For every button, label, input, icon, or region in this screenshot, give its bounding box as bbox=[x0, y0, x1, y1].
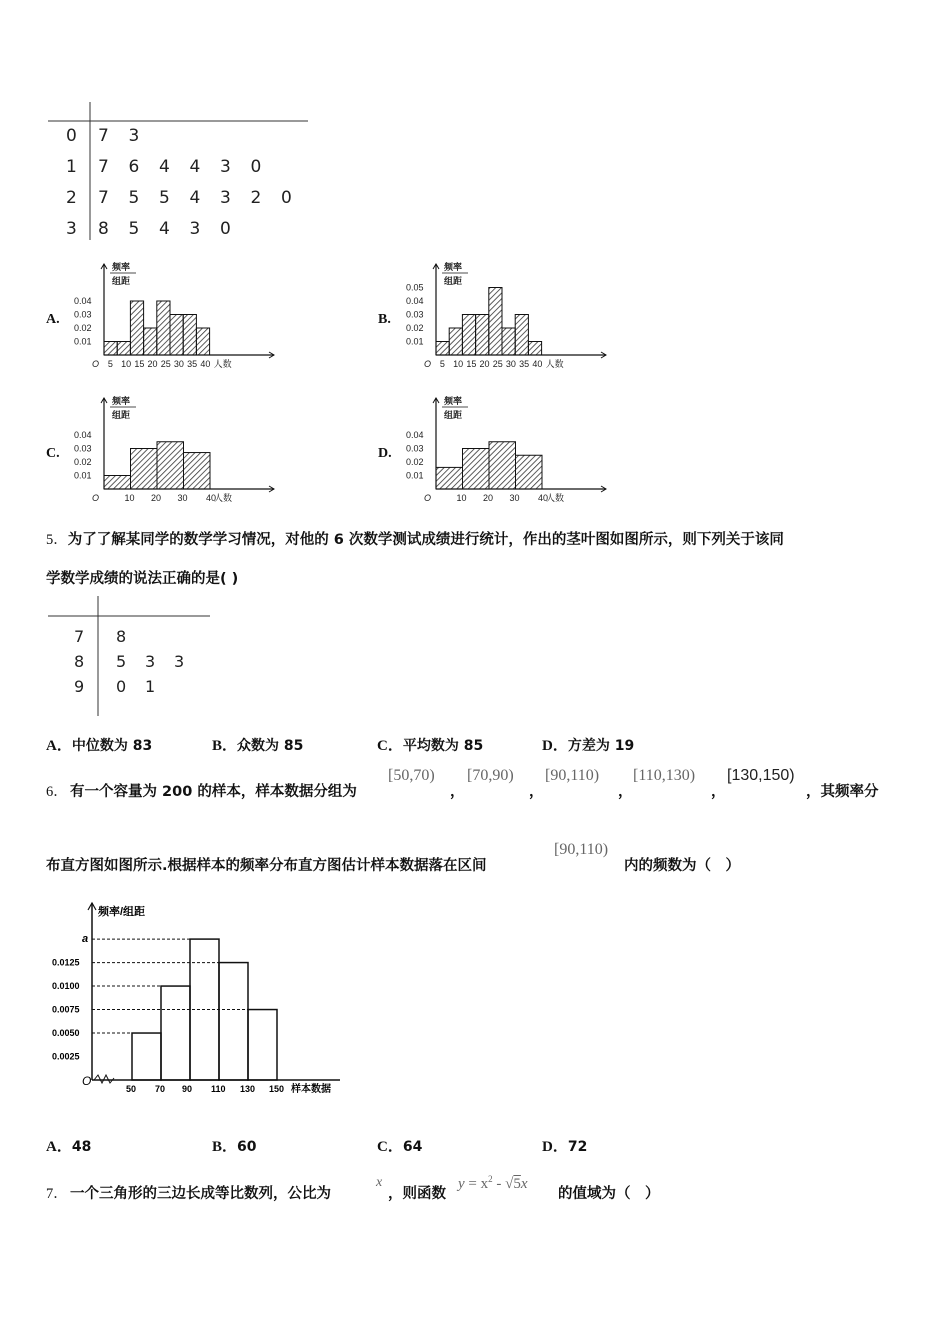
x-tick-label: 5 bbox=[107, 359, 113, 369]
q5-option-b[interactable] bbox=[212, 734, 303, 755]
leaf-value: 5 bbox=[116, 652, 127, 671]
axis-break-icon bbox=[94, 1075, 114, 1083]
q6-line2 bbox=[46, 840, 906, 880]
y-tick-label: 0.01 bbox=[406, 336, 424, 347]
y-tick-label: 0.03 bbox=[406, 443, 424, 454]
y-tick-label: 0.0100 bbox=[52, 981, 80, 992]
x-tick-label: 40 bbox=[200, 359, 211, 369]
y-label-bottom: 组距 bbox=[444, 410, 463, 420]
stem-leaf-lines-1 bbox=[40, 98, 315, 246]
option-text: 平均数为 85 bbox=[402, 738, 484, 754]
stem-leaf-lines-2 bbox=[40, 594, 220, 719]
histogram-bar bbox=[117, 342, 130, 356]
leaf-value: 3 bbox=[189, 219, 201, 239]
leaf-value: 0 bbox=[250, 157, 262, 177]
x-tick-label: 30 bbox=[505, 359, 516, 369]
q6-tail: ，其频率分 bbox=[806, 784, 879, 800]
y-label-top: 频率 bbox=[112, 262, 131, 272]
y-tick-label: 0.03 bbox=[74, 443, 92, 454]
leaf-value: 5 bbox=[128, 188, 140, 208]
option-label: B. bbox=[378, 312, 391, 327]
x-tick-label: 5 bbox=[439, 359, 445, 369]
x-tick-label: 20 bbox=[147, 359, 158, 369]
histogram-bar bbox=[157, 442, 184, 489]
origin-label: O bbox=[92, 493, 100, 503]
y-tick-label: 0.01 bbox=[74, 336, 92, 347]
y-tick-label: 0.04 bbox=[74, 430, 92, 440]
x-tick-label: 20 bbox=[483, 493, 494, 503]
q7-pre: 一个三角形的三边长成等比数列，公比为 bbox=[70, 1186, 331, 1202]
histogram-bar bbox=[462, 315, 475, 356]
q6-option-d[interactable] bbox=[542, 1135, 587, 1156]
y-label-top: 频率 bbox=[112, 396, 131, 406]
y-tick-label: 0.0025 bbox=[52, 1051, 80, 1062]
y-tick-label: 0.01 bbox=[74, 470, 92, 481]
q7-formula-radicand: 5 bbox=[513, 1176, 521, 1192]
q5-option-a[interactable] bbox=[46, 734, 152, 755]
stem-value: 2 bbox=[66, 188, 77, 208]
histogram-bar bbox=[516, 455, 543, 489]
option-text: 64 bbox=[402, 1139, 423, 1155]
q6-interval-4: [110,130) bbox=[633, 767, 696, 784]
y-tick-label: 0.0050 bbox=[52, 1028, 80, 1039]
origin-label: O bbox=[424, 493, 432, 503]
x-tick-label: 15 bbox=[466, 359, 477, 369]
histogram-bar bbox=[219, 963, 248, 1080]
option-letter: C． bbox=[377, 738, 403, 754]
stem-value: 7 bbox=[74, 627, 85, 646]
histogram-bar bbox=[528, 342, 541, 356]
x-axis-label: 样本数据 bbox=[291, 1084, 331, 1095]
histogram-bar bbox=[131, 449, 158, 490]
q6-line2-interval: [90,110) bbox=[554, 841, 609, 858]
q6-sep-1: ， bbox=[450, 784, 465, 800]
y-tick-label: 0.01 bbox=[406, 470, 424, 481]
histogram-bar bbox=[489, 288, 502, 356]
option-label: D. bbox=[378, 446, 392, 461]
leaf-value: 2 bbox=[250, 188, 262, 208]
option-letter: D． bbox=[542, 1139, 568, 1155]
histogram-bar bbox=[104, 342, 117, 356]
option-text: 60 bbox=[237, 1139, 257, 1155]
x-tick-label: 30 bbox=[173, 359, 184, 369]
leaf-value: 5 bbox=[159, 188, 170, 208]
option-text: 众数为 85 bbox=[237, 738, 304, 754]
histogram-bar bbox=[132, 1033, 161, 1080]
x-tick-label: 20 bbox=[151, 493, 162, 503]
option-text: 72 bbox=[567, 1139, 588, 1155]
q7-formula-y: y bbox=[458, 1176, 465, 1192]
mini-histogram bbox=[74, 392, 284, 507]
x-tick-label: 40 bbox=[206, 493, 217, 503]
mini-histogram bbox=[74, 258, 284, 373]
x-unit-label: 人数 bbox=[546, 493, 565, 503]
q7-formula-minus: - bbox=[492, 1176, 506, 1192]
x-tick-label: 10 bbox=[121, 359, 132, 369]
histogram-bar bbox=[449, 328, 462, 355]
x-tick-label: 25 bbox=[160, 359, 171, 369]
y-tick-label: 0.05 bbox=[406, 282, 424, 293]
x-tick-label: 10 bbox=[456, 493, 467, 503]
histogram-bar bbox=[183, 315, 196, 356]
histogram-bar bbox=[196, 328, 209, 355]
y-label-top: 频率 bbox=[444, 262, 463, 272]
histogram-bar bbox=[161, 986, 190, 1080]
origin-label: O bbox=[92, 359, 100, 369]
histogram-bar bbox=[476, 315, 489, 356]
q7-formula-x: x bbox=[520, 1176, 528, 1192]
leaf-value: 3 bbox=[220, 157, 231, 177]
histogram-bar bbox=[515, 315, 528, 356]
q6-number: 6． bbox=[46, 784, 68, 800]
q6-interval-2: [70,90) bbox=[467, 767, 514, 784]
q7-formula-exp: 2 bbox=[488, 1174, 493, 1184]
x-unit-label: 人数 bbox=[545, 359, 564, 369]
y-tick-label: 0.02 bbox=[74, 323, 92, 333]
q6-option-a[interactable] bbox=[46, 1135, 91, 1156]
x-tick-label: 110 bbox=[211, 1084, 226, 1094]
histogram-bar bbox=[248, 1010, 277, 1080]
option-letter: B． bbox=[212, 1139, 238, 1155]
leaf-value: 0 bbox=[116, 677, 127, 696]
x-tick-label: 35 bbox=[519, 359, 530, 369]
x-tick-label: 15 bbox=[134, 359, 145, 369]
x-unit-label: 人数 bbox=[214, 493, 233, 503]
option-label: C. bbox=[46, 446, 60, 461]
y-tick-label: 0.02 bbox=[74, 457, 92, 467]
leaf-value: 6 bbox=[128, 157, 140, 177]
y-tick-label: 0.04 bbox=[74, 296, 92, 306]
q7-line bbox=[46, 1172, 746, 1212]
stem-value: 1 bbox=[66, 157, 77, 177]
y-axis-label: 频率/组距 bbox=[98, 906, 146, 918]
x-tick-label: 10 bbox=[124, 493, 135, 503]
x-tick-label: 40 bbox=[532, 359, 543, 369]
x-tick-label: 20 bbox=[479, 359, 490, 369]
leaf-value: 7 bbox=[98, 126, 109, 146]
q7-formula bbox=[458, 1174, 528, 1193]
q6-line1 bbox=[46, 764, 916, 804]
histogram-bar bbox=[157, 301, 170, 355]
stem-value: 0 bbox=[66, 126, 77, 146]
leaf-value: 7 bbox=[98, 188, 109, 208]
y-label-bottom: 组距 bbox=[112, 410, 131, 420]
leaf-value: 3 bbox=[128, 126, 140, 146]
leaf-value: 3 bbox=[220, 188, 231, 208]
leaf-value: 3 bbox=[145, 652, 156, 671]
histogram-bar bbox=[104, 476, 131, 490]
y-label-bottom: 组距 bbox=[112, 276, 131, 286]
x-tick-label: 90 bbox=[182, 1084, 193, 1094]
option-letter: A． bbox=[46, 1139, 72, 1155]
option-text: 方差为 19 bbox=[567, 738, 635, 754]
y-tick-label: 0.0075 bbox=[52, 1004, 80, 1015]
histogram-bar bbox=[436, 342, 449, 356]
q7-formula-root: √ bbox=[505, 1176, 514, 1192]
histogram-bar bbox=[463, 449, 490, 490]
x-tick-label: 130 bbox=[240, 1084, 256, 1094]
x-tick-label: 40 bbox=[538, 493, 549, 503]
x-tick-label: 150 bbox=[269, 1084, 285, 1094]
option-letter: A． bbox=[46, 738, 72, 754]
leaf-value: 8 bbox=[98, 219, 109, 239]
y-tick-label: 0.03 bbox=[74, 309, 92, 320]
q6-sep-3: ， bbox=[618, 784, 633, 800]
option-text: 中位数为 83 bbox=[71, 738, 153, 754]
x-tick-label: 50 bbox=[126, 1084, 137, 1094]
q6-sep-4: ， bbox=[711, 784, 726, 800]
leaf-value: 8 bbox=[116, 627, 127, 646]
q6-interval-3: [90,110) bbox=[545, 767, 600, 784]
y-tick-label: a bbox=[82, 933, 89, 946]
x-tick-label: 30 bbox=[177, 493, 188, 503]
y-label-bottom: 组距 bbox=[444, 276, 463, 286]
q7-formula-eq: = x bbox=[464, 1176, 489, 1192]
y-tick-label: 0.04 bbox=[406, 296, 424, 306]
q5-option-d[interactable] bbox=[542, 734, 634, 755]
q6-interval-5: [130,150) bbox=[727, 767, 795, 784]
q5-option-c[interactable] bbox=[377, 734, 483, 755]
y-label-top: 频率 bbox=[444, 396, 463, 406]
option-letter: D． bbox=[542, 738, 568, 754]
frequency-histogram bbox=[40, 895, 360, 1105]
option-label: A. bbox=[46, 312, 60, 327]
stem-value: 3 bbox=[66, 219, 77, 239]
mini-histogram bbox=[406, 258, 616, 373]
q5-line2: 学数学成绩的说法正确的是( ) bbox=[46, 571, 239, 587]
x-tick-label: 30 bbox=[509, 493, 520, 503]
q6-option-b[interactable] bbox=[212, 1135, 257, 1156]
mini-histogram bbox=[406, 392, 616, 507]
q6-line2-post: 内的频数为（ ） bbox=[624, 858, 740, 874]
histogram-bar bbox=[144, 328, 157, 355]
y-tick-label: 0.03 bbox=[406, 309, 424, 320]
y-tick-label: 0.02 bbox=[406, 323, 424, 333]
y-tick-label: 0.0125 bbox=[52, 957, 80, 968]
histogram-bar bbox=[436, 467, 463, 489]
stem-value: 9 bbox=[74, 677, 85, 696]
q5-text-1: 为了了解某同学的数学学习情况，对他的 6 次数学测试成绩进行统计，作出的茎叶图如图所示，则下列关于该同 bbox=[67, 532, 784, 548]
q7-var: x bbox=[376, 1175, 383, 1190]
leaf-value: 7 bbox=[98, 157, 109, 177]
leaf-value: 4 bbox=[189, 188, 201, 208]
leaf-value: 4 bbox=[189, 157, 201, 177]
q6-sep-2: ， bbox=[529, 784, 544, 800]
q5-line1 bbox=[46, 528, 906, 549]
y-tick-label: 0.02 bbox=[406, 457, 424, 467]
q5-number: 5． bbox=[46, 532, 68, 548]
x-unit-label: 人数 bbox=[213, 359, 232, 369]
option-text: 48 bbox=[71, 1139, 92, 1155]
leaf-value: 0 bbox=[220, 219, 231, 239]
q7-mid: ，则函数 bbox=[388, 1186, 446, 1202]
leaf-value: 5 bbox=[128, 219, 140, 239]
leaf-value: 1 bbox=[145, 677, 156, 696]
q6-option-c[interactable] bbox=[377, 1135, 422, 1156]
x-tick-label: 10 bbox=[453, 359, 464, 369]
histogram-bar bbox=[502, 328, 515, 355]
q6-interval-1: [50,70) bbox=[388, 767, 435, 784]
origin-label: O bbox=[82, 1074, 92, 1088]
histogram-bar bbox=[130, 301, 143, 355]
origin-label: O bbox=[424, 359, 432, 369]
x-tick-label: 70 bbox=[155, 1084, 166, 1094]
x-tick-label: 25 bbox=[492, 359, 503, 369]
q7-post: 的值域为（ ） bbox=[558, 1186, 660, 1202]
option-letter: B． bbox=[212, 738, 238, 754]
stem-value: 8 bbox=[74, 652, 85, 671]
option-letter: C． bbox=[377, 1139, 403, 1155]
leaf-value: 3 bbox=[174, 652, 185, 671]
q6-intro: 有一个容量为 200 的样本，样本数据分组为 bbox=[70, 784, 357, 800]
leaf-value: 4 bbox=[159, 157, 170, 177]
histogram-bar bbox=[489, 442, 516, 489]
leaf-value: 0 bbox=[281, 188, 292, 208]
q6-line2-pre: 布直方图如图所示.根据样本的频率分布直方图估计样本数据落在区间 bbox=[46, 858, 487, 874]
q7-number: 7． bbox=[46, 1186, 68, 1202]
histogram-bar bbox=[170, 315, 183, 356]
y-tick-label: 0.04 bbox=[406, 430, 424, 440]
histogram-bar bbox=[184, 453, 211, 489]
x-tick-label: 35 bbox=[187, 359, 198, 369]
leaf-value: 4 bbox=[159, 219, 170, 239]
